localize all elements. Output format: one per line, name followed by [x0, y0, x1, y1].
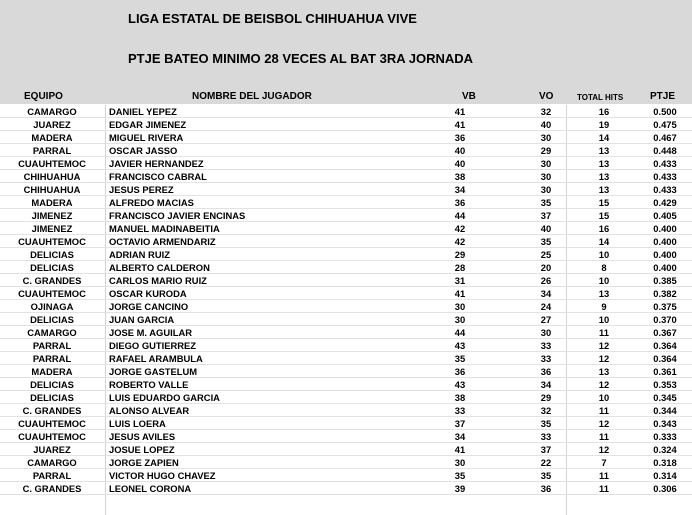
ptje-cell: 0.400 — [653, 223, 677, 234]
player-name-cell: MIGUEL RIVERA — [109, 132, 184, 143]
vb-cell: 29 — [454, 249, 466, 260]
ptje-cell: 0.448 — [653, 145, 677, 156]
player-name-cell: JORGE CANCINO — [109, 301, 189, 312]
hits-cell: 14 — [598, 132, 610, 143]
hits-cell: 11 — [599, 327, 609, 338]
ptje-cell: 0.353 — [653, 379, 677, 390]
player-name-cell: JUAN GARCIA — [109, 314, 175, 325]
hits-cell: 10 — [598, 392, 610, 403]
hits-cell: 8 — [601, 262, 607, 273]
team-cell: C. GRANDES — [22, 275, 82, 286]
vb-cell: 30 — [454, 457, 466, 468]
vo-cell: 26 — [540, 275, 552, 286]
vb-cell: 43 — [454, 340, 466, 351]
player-name-cell: JESUS AVILES — [109, 431, 176, 442]
ptje-cell: 0.400 — [653, 249, 677, 260]
team-cell: PARRAL — [32, 470, 72, 481]
team-cell: CHIHUAHUA — [23, 171, 81, 182]
vo-cell: 30 — [540, 132, 552, 143]
vo-cell: 37 — [540, 210, 552, 221]
vo-cell: 34 — [540, 379, 552, 390]
vb-cell: 41 — [454, 106, 466, 117]
hits-cell: 15 — [598, 197, 610, 208]
column-header-team: EQUIPO — [24, 91, 63, 102]
vo-cell: 24 — [540, 301, 552, 312]
page-title: LIGA ESTATAL DE BEISBOL CHIHUAHUA VIVE — [128, 11, 417, 26]
vb-cell: 41 — [454, 288, 466, 299]
vo-cell: 34 — [540, 288, 552, 299]
vo-cell: 33 — [540, 353, 552, 364]
player-name-cell: LUIS LOERA — [109, 418, 166, 429]
team-cell: OJINAGA — [30, 301, 74, 312]
player-name-cell: JAVIER HERNANDEZ — [109, 158, 204, 169]
ptje-cell: 0.306 — [653, 483, 677, 494]
vo-cell: 30 — [540, 327, 552, 338]
player-name-cell: JOSE M. AGUILAR — [109, 327, 192, 338]
vo-cell: 36 — [540, 366, 552, 377]
vb-cell: 34 — [454, 184, 466, 195]
vo-cell: 30 — [540, 158, 552, 169]
ptje-cell: 0.343 — [653, 418, 677, 429]
hits-cell: 11 — [599, 431, 609, 442]
player-name-cell: DANIEL YEPEZ — [109, 106, 177, 117]
vo-cell: 29 — [540, 392, 552, 403]
team-cell: C. GRANDES — [22, 483, 82, 494]
team-cell: DELICIAS — [30, 314, 74, 325]
team-cell: DELICIAS — [30, 262, 74, 273]
player-name-cell: FRANCISCO CABRAL — [109, 171, 207, 182]
vb-cell: 41 — [454, 444, 466, 455]
hits-cell: 10 — [598, 249, 610, 260]
hits-cell: 12 — [598, 418, 610, 429]
ptje-cell: 0.382 — [653, 288, 677, 299]
team-cell: PARRAL — [32, 353, 72, 364]
team-cell: MADERA — [31, 132, 73, 143]
vo-cell: 35 — [540, 418, 552, 429]
team-cell: C. GRANDES — [22, 405, 82, 416]
vo-cell: 36 — [540, 483, 552, 494]
ptje-cell: 0.433 — [653, 158, 677, 169]
team-cell: CUAUHTEMOC — [18, 236, 86, 247]
vb-cell: 44 — [454, 210, 466, 221]
team-cell: MADERA — [31, 366, 73, 377]
team-cell: CUAUHTEMOC — [18, 418, 86, 429]
team-cell: CAMARGO — [27, 327, 77, 338]
team-cell: CUAUHTEMOC — [18, 158, 86, 169]
vb-cell: 43 — [454, 379, 466, 390]
player-name-cell: JORGE GASTELUM — [109, 366, 198, 377]
player-name-cell: VICTOR HUGO CHAVEZ — [109, 470, 216, 481]
hits-cell: 19 — [598, 119, 610, 130]
hits-cell: 12 — [598, 379, 610, 390]
vb-cell: 42 — [454, 223, 466, 234]
team-cell: PARRAL — [32, 340, 72, 351]
ptje-cell: 0.433 — [653, 184, 677, 195]
player-name-cell: RAFAEL ARAMBULA — [109, 353, 203, 364]
ptje-cell: 0.364 — [653, 340, 677, 351]
vo-cell: 40 — [540, 119, 552, 130]
ptje-cell: 0.318 — [653, 457, 677, 468]
hits-cell: 12 — [598, 340, 610, 351]
team-cell: DELICIAS — [30, 392, 74, 403]
hits-cell: 12 — [598, 444, 610, 455]
vb-cell: 36 — [454, 132, 466, 143]
player-name-cell: OSCAR JASSO — [109, 145, 178, 156]
player-name-cell: LUIS EDUARDO GARCIA — [109, 392, 220, 403]
ptje-cell: 0.433 — [653, 171, 677, 182]
vo-cell: 25 — [540, 249, 552, 260]
vb-cell: 35 — [454, 470, 466, 481]
vo-cell: 27 — [540, 314, 552, 325]
hits-cell: 14 — [598, 236, 610, 247]
team-cell: DELICIAS — [30, 379, 74, 390]
player-name-cell: JOSUE LOPEZ — [109, 444, 175, 455]
team-cell: CUAUHTEMOC — [18, 288, 86, 299]
vo-cell: 35 — [540, 470, 552, 481]
vb-cell: 30 — [454, 301, 466, 312]
ptje-cell: 0.361 — [653, 366, 677, 377]
player-name-cell: ALFREDO MACIAS — [109, 197, 194, 208]
vb-cell: 35 — [454, 353, 466, 364]
hits-cell: 13 — [598, 158, 610, 169]
hits-cell: 16 — [598, 106, 610, 117]
ptje-cell: 0.324 — [653, 444, 677, 455]
vo-cell: 29 — [540, 145, 552, 156]
column-header-hits: TOTAL HITS — [577, 93, 624, 102]
vb-cell: 38 — [454, 171, 466, 182]
player-name-cell: CARLOS MARIO RUIZ — [109, 275, 207, 286]
team-cell: PARRAL — [32, 145, 72, 156]
hits-cell: 11 — [599, 483, 609, 494]
page-subtitle: PTJE BATEO MINIMO 28 VECES AL BAT 3RA JORNADA — [128, 51, 474, 66]
hits-cell: 11 — [599, 470, 609, 481]
hits-cell: 13 — [598, 145, 610, 156]
team-cell: MADERA — [31, 197, 73, 208]
vb-cell: 36 — [454, 197, 466, 208]
vb-cell: 37 — [454, 418, 466, 429]
vb-cell: 30 — [454, 314, 466, 325]
vb-cell: 31 — [454, 275, 466, 286]
vo-cell: 32 — [540, 106, 552, 117]
vo-cell: 35 — [540, 197, 552, 208]
ptje-cell: 0.375 — [653, 301, 677, 312]
column-header-vo: VO — [539, 91, 554, 102]
hits-cell: 10 — [598, 314, 610, 325]
hits-cell: 13 — [598, 171, 610, 182]
player-name-cell: ADRIAN RUIZ — [109, 249, 170, 260]
ptje-cell: 0.370 — [653, 314, 677, 325]
vo-cell: 40 — [540, 223, 552, 234]
team-cell: CAMARGO — [27, 106, 77, 117]
team-cell: JUAREZ — [33, 119, 71, 130]
row-divider — [0, 494, 692, 495]
hits-cell: 11 — [599, 405, 609, 416]
player-name-cell: OSCAR KURODA — [109, 288, 187, 299]
vo-cell: 33 — [540, 431, 552, 442]
vo-cell: 37 — [540, 444, 552, 455]
player-name-cell: DIEGO GUTIERREZ — [109, 340, 196, 351]
vb-cell: 40 — [454, 158, 466, 169]
player-name-cell: ALONSO ALVEAR — [109, 405, 190, 416]
ptje-cell: 0.400 — [653, 262, 677, 273]
team-cell: JIMENEZ — [31, 210, 73, 221]
vo-cell: 32 — [540, 405, 552, 416]
player-name-cell: MANUEL MADINABEITIA — [109, 223, 220, 234]
player-name-cell: JORGE ZAPIEN — [109, 457, 179, 468]
ptje-cell: 0.364 — [653, 353, 677, 364]
player-name-cell: FRANCISCO JAVIER ENCINAS — [109, 210, 246, 221]
vb-cell: 38 — [454, 392, 466, 403]
hits-cell: 15 — [598, 210, 610, 221]
vb-cell: 33 — [454, 405, 466, 416]
player-name-cell: ROBERTO VALLE — [109, 379, 189, 390]
column-header-player: NOMBRE DEL JUGADOR — [192, 91, 312, 102]
hits-cell: 13 — [598, 184, 610, 195]
team-cell: JIMENEZ — [31, 223, 73, 234]
vb-cell: 41 — [454, 119, 466, 130]
hits-cell: 13 — [598, 288, 610, 299]
player-name-cell: OCTAVIO ARMENDARIZ — [109, 236, 216, 247]
column-header-ptje: PTJE — [650, 91, 676, 102]
team-cell: CAMARGO — [27, 457, 77, 468]
player-name-cell: ALBERTO CALDERON — [109, 262, 210, 273]
vb-cell: 28 — [454, 262, 466, 273]
ptje-cell: 0.344 — [653, 405, 677, 416]
column-header-vb: VB — [462, 91, 476, 102]
vb-cell: 44 — [454, 327, 466, 338]
ptje-cell: 0.314 — [653, 470, 677, 481]
ptje-cell: 0.429 — [653, 197, 677, 208]
team-cell: CHIHUAHUA — [23, 184, 81, 195]
hits-cell: 16 — [598, 223, 610, 234]
vb-cell: 40 — [454, 145, 466, 156]
hits-cell: 10 — [598, 275, 610, 286]
vo-cell: 30 — [540, 171, 552, 182]
vo-cell: 35 — [540, 236, 552, 247]
ptje-cell: 0.500 — [653, 106, 677, 117]
vo-cell: 22 — [540, 457, 552, 468]
team-cell: DELICIAS — [30, 249, 74, 260]
team-cell: CUAUHTEMOC — [18, 431, 86, 442]
ptje-cell: 0.467 — [653, 132, 677, 143]
vb-cell: 34 — [454, 431, 466, 442]
hits-cell: 12 — [598, 353, 610, 364]
ptje-cell: 0.367 — [653, 327, 677, 338]
ptje-cell: 0.333 — [653, 431, 677, 442]
ptje-cell: 0.475 — [653, 119, 677, 130]
hits-cell: 9 — [601, 301, 607, 312]
header-banner — [0, 0, 692, 104]
team-cell: JUAREZ — [33, 444, 71, 455]
vo-cell: 33 — [540, 340, 552, 351]
player-name-cell: LEONEL CORONA — [109, 483, 192, 494]
vb-cell: 36 — [454, 366, 466, 377]
ptje-cell: 0.385 — [653, 275, 677, 286]
vo-cell: 20 — [540, 262, 552, 273]
player-name-cell: JESUS PEREZ — [109, 184, 174, 195]
hits-cell: 7 — [601, 457, 607, 468]
vb-cell: 39 — [454, 483, 466, 494]
ptje-cell: 0.400 — [653, 236, 677, 247]
ptje-cell: 0.405 — [653, 210, 677, 221]
vb-cell: 42 — [454, 236, 466, 247]
hits-cell: 13 — [598, 366, 610, 377]
vo-cell: 30 — [540, 184, 552, 195]
ptje-cell: 0.345 — [653, 392, 677, 403]
player-name-cell: EDGAR JIMENEZ — [109, 119, 187, 130]
